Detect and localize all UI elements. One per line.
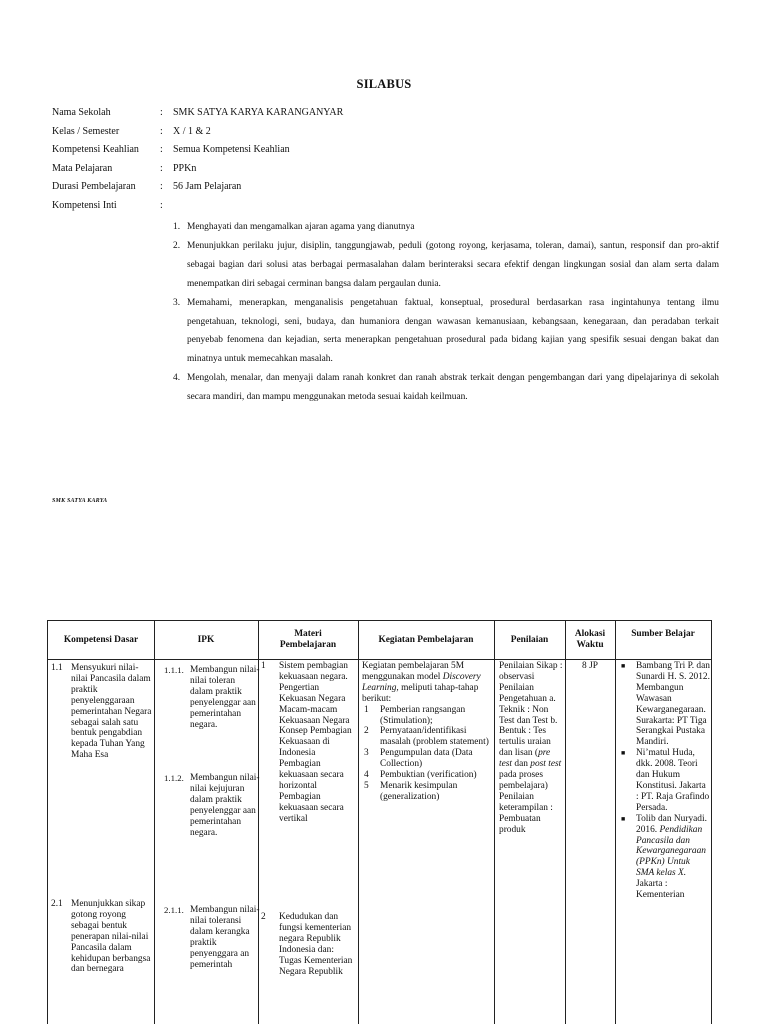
core-competency-item: [173, 237, 719, 294]
list-number: 3.: [173, 297, 181, 308]
core-competency-item: [173, 294, 719, 370]
assessment-term: pre test: [499, 748, 551, 770]
assessment-term: post test: [530, 759, 562, 770]
info-label: Kelas / Semester: [52, 125, 120, 137]
source-item: [618, 814, 710, 901]
list-number: 1: [364, 704, 369, 715]
info-label: Kompetensi Keahlian: [52, 144, 139, 156]
source-text: Jakarta : Kementerian: [636, 879, 685, 901]
info-row-class: [52, 125, 722, 144]
header-divider: [48, 659, 711, 660]
source-item: [618, 748, 710, 813]
core-competency-text: Menunjukkan perilaku jujur, disiplin, tanggungjawab, peduli (gotong royong, kerjasama, toleran, damai), santun, responsif dan pro-aktif sebagai bagian dari solusi atas berbagai permasalahan dalam berinteraksi secara efektif dengan lingkungan sosial dan alam serta dalam menempatkan diri sebagai cerminan bangsa dalam pergaulan dunia.: [187, 240, 719, 289]
list-number: 4.: [173, 373, 181, 384]
info-value: Semua Kompetensi Keahlian: [173, 144, 290, 156]
info-label: Mata Pelajaran: [52, 162, 113, 174]
list-number: 1.1: [51, 663, 63, 673]
info-row-school: [52, 106, 722, 125]
source-text: Bambang Tri P. dan Sunardi H. S. 2012. Membangun Wawasan Kewarganegaraan. Surakarta: PT Tiga Serangkai Pustaka Mandiri.: [636, 661, 710, 748]
info-label: Durasi Pembelajaran: [52, 181, 136, 193]
core-competency-item: [173, 218, 719, 237]
material-1: [261, 661, 357, 825]
list-number: 2.1.1.: [164, 905, 184, 915]
column-divider: [358, 621, 359, 1024]
material-text: Sistem pembagian kekuasaan negara. Pengertian Kekuasan Negara Macam-macam Kekuasaan Negara Konsep Pembagian Kekuasaan di Indonesia Pembagian kekuasaan secara horizontal Pembagian kekuasaan secara vertikal: [279, 661, 352, 824]
source-title: Pendidikan Pancasila dan Kewarganegaraan (PPKn) Untuk SMA kelas X.: [636, 824, 706, 879]
list-number: 2: [364, 726, 369, 737]
assessment: [499, 661, 563, 836]
learning-sources: [618, 661, 710, 901]
list-number: 2.1: [51, 899, 63, 909]
info-row-duration: [52, 180, 722, 199]
list-number: 2: [261, 912, 266, 922]
indicator-text: Membangun nilai-nilai kejujuran dalam praktik penyelenggar aan pemerintahan negara.: [190, 773, 260, 838]
square-bullet-icon: ■: [621, 749, 626, 758]
learning-activities: [362, 661, 492, 803]
info-colon: :: [160, 125, 163, 137]
indicator-1: [164, 665, 260, 730]
list-number: 3: [364, 748, 369, 759]
activity-step: [362, 770, 492, 781]
source-item: [618, 661, 710, 748]
info-value: PPKn: [173, 162, 197, 174]
basic-competency-text: Mensyukuri nilai-nilai Pancasila dalam praktik penyelenggaraan pemerintahan Negara sebagai salah satu bentuk pengabdian kepada Tuhan Yang Maha Esa: [71, 663, 152, 761]
info-row-core-competency: [52, 199, 722, 218]
activity-intro-text: meliputi tahap-tahap berikut:: [362, 682, 479, 704]
identity-section: [52, 106, 722, 218]
header-alokasi: Alokasi Waktu: [574, 629, 606, 650]
info-row-subject: [52, 162, 722, 181]
activity-step: [362, 748, 492, 770]
activity-intro-text: Kegiatan pembelajaran 5M menggunakan model: [362, 661, 465, 682]
syllabus-table: [47, 620, 712, 1024]
activity-step: [362, 781, 492, 803]
page-title: SILABUS: [356, 77, 412, 91]
column-divider: [565, 621, 566, 1024]
assessment-text: pada proses pembelajara) Penilaian keterampilan : Pembuatan produk: [499, 770, 553, 835]
core-competency-text: Mengolah, menalar, dan menyaji dalam ranah konkret dan ranah abstrak terkait dengan pengembangan dari yang dipelajarinya di sekolah secara mandiri, dan mampu menggunakan metoda sesuai kaidah keilmuan.: [187, 373, 719, 403]
list-number: 5: [364, 780, 369, 791]
info-value: X / 1 & 2: [173, 125, 211, 137]
activity-intro: [362, 661, 492, 705]
core-competency-list: [173, 218, 719, 407]
header-ipk: IPK: [197, 634, 215, 645]
indicator-2: [164, 773, 260, 838]
list-number: 1.: [173, 222, 181, 232]
info-row-competency: [52, 143, 722, 162]
source-text: Tolib dan Nuryadi. 2016.: [636, 813, 707, 835]
source-text: Ni’matul Huda, dkk. 2008. Teori dan Hukum Konstitusi. Jakarta : PT. Raja Grafindo Persada.: [636, 748, 710, 813]
column-divider: [615, 621, 616, 1024]
list-number: 1.1.1.: [164, 665, 184, 675]
column-divider: [494, 621, 495, 1024]
list-number: 4: [364, 770, 369, 781]
activity-step: [362, 726, 492, 748]
square-bullet-icon: ■: [621, 814, 626, 823]
core-competency-text: Memahami, menerapkan, menganalisis pengetahuan faktual, konseptual, prosedural berdasarkan rasa ingintahunya tentang ilmu pengetahuan, teknologi, seni, budaya, dan humaniora dengan wawasan kemanusiaan, kebangsaan, kenegaraan, dan peradaban terkait penyebab fenomena dan kejadian, serta menerapkan pengetahuan prosedural pada bidang kajian yang spesifik sesuai dengan bakat dan minatnya untuk memecahkan masalah.: [187, 297, 719, 365]
header-sumber: Sumber Belajar: [631, 629, 695, 639]
material-text: Kedudukan dan fungsi kementerian negara Republik Indonesia dan: Tugas Kementerian Negara Republik: [279, 912, 353, 977]
assessment-text: dan: [512, 759, 531, 770]
info-value: SMK SATYA KARYA KARANGANYAR: [173, 107, 344, 118]
activity-step: [362, 705, 492, 727]
header-penilaian: Penilaian: [510, 634, 549, 645]
core-competency-text: Menghayati dan mengamalkan ajaran agama yang dianutnya: [187, 222, 415, 232]
list-number: 2.: [173, 240, 181, 251]
activity-step-text: Pengumpulan data (Data Collection): [380, 748, 473, 770]
header-materi: Materi Pembelajaran: [279, 629, 337, 650]
header-kegiatan: Kegiatan Pembelajaran: [378, 634, 474, 645]
info-colon: :: [160, 199, 163, 211]
indicator-3: [164, 905, 260, 970]
activity-step-text: Menarik kesimpulan (generalization): [380, 780, 458, 802]
info-label: Nama Sekolah: [52, 107, 111, 118]
basic-competency-2: [51, 899, 155, 975]
header-kompetensi-dasar: Kompetensi Dasar: [63, 634, 139, 645]
activity-step-text: Pemberian rangsangan (Stimulation);: [380, 704, 466, 726]
list-number: 1.1.2.: [164, 773, 184, 783]
core-competency-item: [173, 369, 719, 407]
basic-competency-1: [51, 663, 155, 761]
list-number: 1: [261, 661, 266, 671]
info-colon: :: [160, 107, 163, 118]
indicator-text: Membangun nilai-nilai toleransi dalam kerangka praktik penyenggara an pemerintah: [190, 905, 260, 970]
activity-step-text: Pembuktian (verification): [380, 770, 477, 781]
assessment-text: Penilaian Sikap : observasi Penilaian Pengetahuan a. Teknik : Non Test dan Test b. Bentuk : Tes tertulis uraian dan lisan (: [499, 661, 563, 759]
school-watermark: SMK SATYA KARYA: [52, 498, 108, 504]
learning-model: Discovery Learning,: [362, 671, 481, 693]
info-colon: :: [160, 144, 163, 156]
info-label: Kompetensi Inti: [52, 199, 117, 211]
info-colon: :: [160, 162, 163, 174]
material-2: [261, 912, 357, 977]
indicator-text: Membangun nilai-nilai toleran dalam praktik penyelenggar aan pemerintahan negara.: [190, 665, 260, 730]
info-value: 56 Jam Pelajaran: [173, 181, 242, 193]
info-colon: :: [160, 181, 163, 193]
time-allocation: 8 JP: [582, 661, 598, 671]
activity-step-text: Pernyataan/identifikasi masalah (problem statement): [380, 726, 489, 748]
square-bullet-icon: ■: [621, 662, 626, 670]
basic-competency-text: Menunjukkan sikap gotong royong sebagai bentuk penerapan nilai-nilai Pancasila dalam kehidupan berbangsa dan bernegara: [71, 899, 151, 975]
